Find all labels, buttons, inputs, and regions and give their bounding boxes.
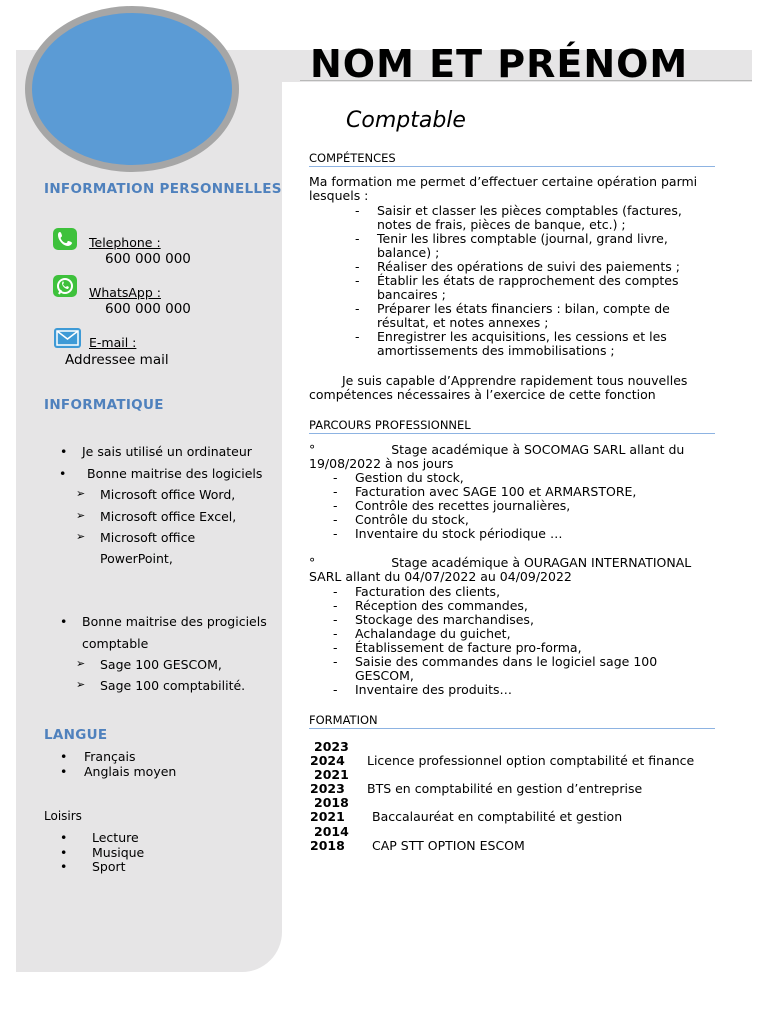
task-item: - Saisie des commandes dans le logiciel sage 100 GESCOM, — [355, 655, 685, 683]
edu-year-start: 2018 — [314, 795, 349, 810]
email-label: E-mail : — [89, 335, 137, 350]
skill-item: - Préparer les états financiers : bilan, compte de résultat, et notes annexes ; — [377, 302, 707, 330]
edu-label: BTS en comptabilité en gestion d’entreprise — [367, 781, 643, 796]
hobby-item: • Sport — [60, 859, 126, 874]
hobby-item: • Lecture — [60, 830, 139, 845]
task-item: - Réception des commandes, — [355, 599, 685, 613]
it-item-software: • Bonne maitrise des logiciels — [59, 466, 263, 481]
language-title: LANGUE — [44, 727, 108, 743]
it-sub-compta: ➢ Sage 100 comptabilité. — [76, 678, 246, 693]
hobbies-title: Loisirs — [44, 809, 82, 823]
skill-item: - Enregistrer les acquisitions, les cessions et les amortissements des immobilisations ; — [377, 330, 707, 358]
edu-year-start: 2023 — [314, 739, 349, 754]
edu-label: Baccalauréat en comptabilité et gestion — [372, 809, 623, 824]
language-item: • Français — [60, 749, 136, 764]
job1-tasks — [355, 471, 715, 541]
it-item-computer: • Je sais utilisé un ordinateur — [60, 444, 252, 459]
it-item-erp: • Bonne maitrise des progiciels — [60, 614, 267, 629]
task-item: - Facturation avec SAGE 100 et ARMARSTORE, — [355, 485, 715, 499]
it-sub-gescom: ➢ Sage 100 GESCOM, — [76, 657, 222, 672]
skill-item: - Réaliser des opérations de suivi des paiements ; — [377, 260, 707, 274]
edu-year-end: 2024 — [310, 753, 345, 768]
task-item: - Établissement de facture pro-forma, — [355, 641, 685, 655]
edu-label: CAP STT OPTION ESCOM — [372, 838, 525, 853]
phone-label: Telephone : — [89, 235, 161, 250]
skill-item: - Saisir et classer les pièces comptables (factures, notes de frais, pièces de banque, etc.) ; — [377, 204, 707, 232]
skills-title: COMPÉTENCES — [309, 151, 715, 167]
task-item: - Inventaire du stock périodique … — [355, 527, 715, 541]
it-sub-word: ➢ Microsoft office Word, — [76, 487, 236, 502]
task-item: - Inventaire des produits… — [355, 683, 685, 697]
skills-closing: Je suis capable d’Apprendre rapidement tous nouvelles compétences nécessaires à l’exercice de cette fonction — [309, 373, 688, 402]
edu-year-start: 2021 — [314, 767, 349, 782]
skill-item: - Établir les états de rapprochement des comptes bancaires ; — [377, 274, 707, 302]
task-item: - Facturation des clients, — [355, 585, 685, 599]
language-item: • Anglais moyen — [60, 764, 177, 779]
it-sub-excel: ➢ Microsoft office Excel, — [76, 509, 237, 524]
edu-year-end: 2023 — [310, 781, 345, 796]
edu-year-start: 2014 — [314, 824, 349, 839]
task-item: - Stockage des marchandises, — [355, 613, 685, 627]
personal-info-title: INFORMATION PERSONNELLES — [44, 181, 282, 197]
profile-photo-placeholder — [25, 6, 239, 172]
job1-heading: ° Stage académique à SOCOMAG SARL allant du 19/08/2022 à nos jours — [309, 442, 685, 471]
edu-label: Licence professionnel option comptabilité et finance — [367, 753, 695, 768]
edu-year-end: 2021 — [310, 809, 345, 824]
it-title: INFORMATIQUE — [44, 397, 164, 413]
job-title: Comptable — [346, 108, 466, 133]
skills-intro: Ma formation me permet d’effectuer certaine opération parmi lesquels : — [309, 174, 698, 203]
it-item-erp-cont: comptable — [82, 636, 149, 651]
email-value: Addressee mail — [65, 352, 169, 368]
task-item: - Gestion du stock, — [355, 471, 715, 485]
task-item: - Contrôle des recettes journalières, — [355, 499, 715, 513]
phone-icon — [53, 228, 77, 250]
it-sub-powerpoint-cont: PowerPoint, — [100, 551, 173, 566]
it-sub-powerpoint: ➢ Microsoft office — [76, 530, 196, 545]
task-item: - Contrôle du stock, — [355, 513, 715, 527]
whatsapp-icon — [53, 275, 77, 297]
job2-heading: ° Stage académique à OURAGAN INTERNATIONAL SARL allant du 04/07/2022 au 04/09/2022 — [309, 555, 692, 584]
whatsapp-label: WhatsApp : — [89, 285, 161, 300]
email-icon — [54, 328, 81, 348]
skills-list — [377, 204, 707, 358]
job2-tasks — [355, 585, 685, 697]
skill-item: - Tenir les libres comptable (journal, grand livre, balance) ; — [377, 232, 707, 260]
hobby-item: • Musique — [60, 845, 145, 860]
whatsapp-value: 600 000 000 — [105, 301, 191, 317]
candidate-name: NOM ET PRÉNOM — [310, 42, 689, 86]
phone-value: 600 000 000 — [105, 251, 191, 267]
experience-title: PARCOURS PROFESSIONNEL — [309, 418, 715, 434]
task-item: - Achalandage du guichet, — [355, 627, 685, 641]
education-title: FORMATION — [309, 713, 715, 729]
edu-year-end: 2018 — [310, 838, 345, 853]
